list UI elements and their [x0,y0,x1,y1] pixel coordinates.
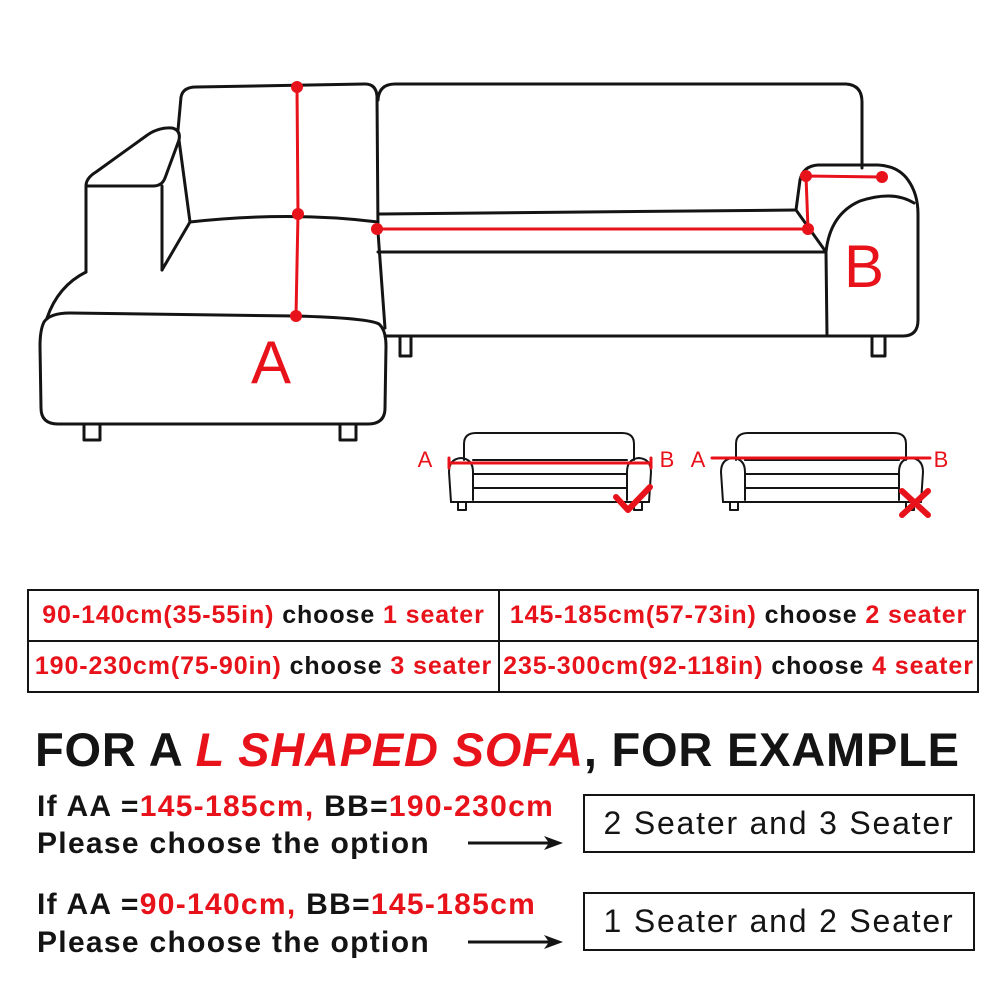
example-condition [37,886,536,924]
sofa-a-leg-left [84,425,100,440]
mini-sofa-back [464,433,634,460]
size-verb: choose [289,652,383,680]
size-table-row [28,641,978,692]
sofa-a-chaise-top [47,272,86,318]
example-instruction: Please choose the option [37,827,430,860]
size-seater: 3 seater [390,652,493,680]
check-icon [616,487,650,510]
measure-dot [802,223,814,235]
aa-label: If AA = [37,888,140,921]
aa-label: If AA = [37,790,140,823]
example-instruction: Please choose the option [37,926,430,959]
sofa-a-leg-right [340,425,356,440]
heading-text-end: , FOR EXAMPLE [583,723,960,776]
label-b: B [843,233,885,300]
size-seater: 4 seater [872,652,974,680]
size-verb: choose [771,652,865,680]
arrow-right-icon [466,932,566,952]
sofa-b-leg-left [400,336,411,356]
mini-sofa-back [736,433,906,460]
heading [35,722,960,778]
bb-value: 190-230cm [388,790,555,823]
sofa-b-leg-right [872,336,885,356]
example-condition [37,788,554,826]
mini-sofa-seat [473,474,627,488]
bb-value: 145-185cm [370,888,537,921]
size-cell [28,641,499,692]
measure-dot [290,310,302,322]
sofa-a-arm-top [86,128,179,186]
measure-dot [371,223,383,235]
size-range: 235-300cm(92-118in) [503,652,764,680]
bb-label: BB= [306,888,371,921]
arrow-right-icon [466,833,566,853]
size-range: 190-230cm(75-90in) [34,652,282,680]
example-wrong-label-a: A [690,447,706,472]
option-label: 2 Seater and 3 Seater [603,805,955,841]
size-cell [28,590,499,641]
size-table-row [28,590,978,641]
size-seater: 2 seater [865,601,968,629]
heading-highlight: L SHAPED SOFA [195,723,584,776]
sofa-b-seat-line [378,210,796,214]
mini-sofa-arm-left [721,458,745,502]
label-a: A [250,329,292,396]
measure-line-b-arm [806,176,882,229]
size-range: 145-185cm(57-73in) [509,601,757,629]
sofa-a-front-cushion [40,313,386,424]
option-box [583,794,975,853]
measure-dot [800,170,812,182]
l-shaped-sofa [40,84,918,440]
sofa-a-arm-inner [179,140,190,222]
example-correct-label-a: A [417,447,433,472]
size-range: 90-140cm(35-55in) [42,601,275,629]
mini-sofa-legs [730,502,914,510]
size-verb: choose [282,601,376,629]
measure-dot [292,208,304,220]
size-seater: 1 seater [383,601,485,629]
bb-label: BB= [324,790,389,823]
aa-value: 90-140cm, [139,888,297,921]
example-correct-label-b: B [659,447,675,472]
measure-dot [291,81,303,93]
sofa-a-backrest [178,84,385,328]
measure-line-a-depth [296,87,298,316]
size-table [27,589,979,693]
sofa-b-arm-inner [796,180,827,336]
aa-value: 145-185cm, [139,790,315,823]
sofa-a-arm-front [86,186,162,272]
option-label: 1 Seater and 2 Seater [603,903,955,939]
measure-dot [876,171,888,183]
mini-sofa-arm-left [449,458,473,502]
size-cell [499,590,978,641]
example-wrong-label-b: B [933,447,949,472]
example-sofa-wrong [721,433,923,510]
option-box [583,892,975,951]
size-cell [499,641,978,692]
size-verb: choose [764,601,858,629]
mini-sofa-seat [745,474,899,488]
sofa-a-seat-line [162,217,378,271]
mini-sofa-legs [458,502,642,510]
heading-text: FOR A [35,723,182,776]
sofa-b-backrest [378,84,862,168]
